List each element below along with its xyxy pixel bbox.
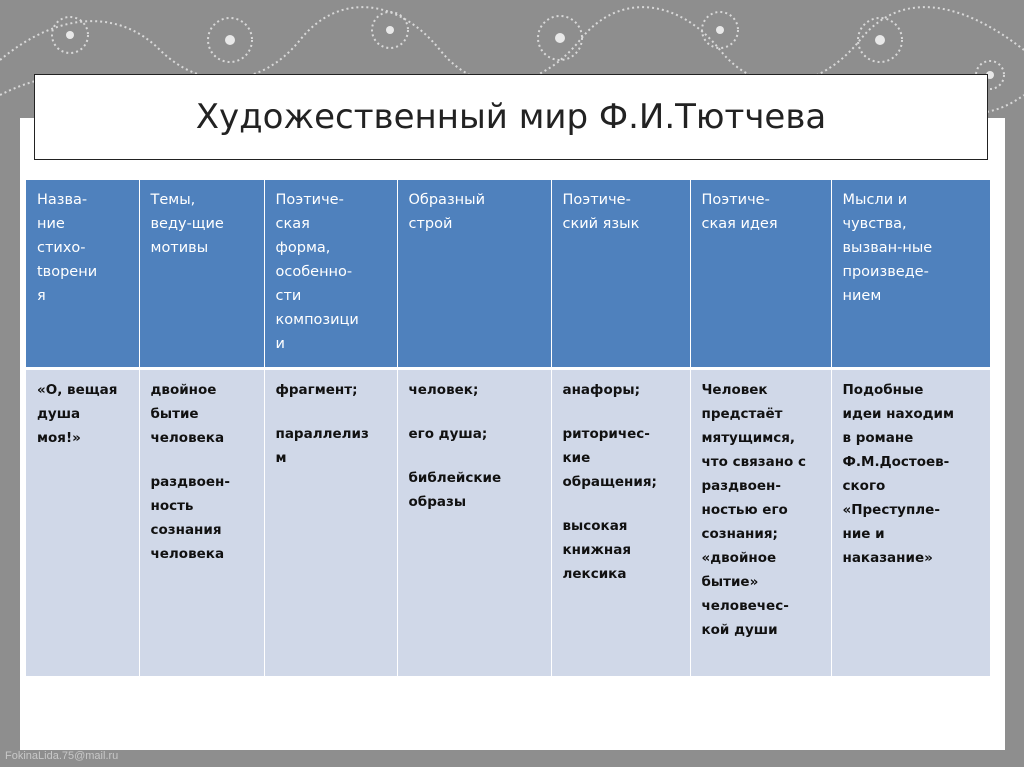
table-cell: Человек предстаёт мятущимся, что связано с раздвоен- ностью его сознания; «двойное бытие» человечес- кой души: [690, 368, 831, 676]
header-row: [26, 180, 990, 368]
header-cell: Темы, веду-щие мотивы: [139, 180, 264, 368]
header-cell: Поэтиче- ский язык: [551, 180, 690, 368]
footer-email: FokinaLida.75@mail.ru: [5, 750, 119, 762]
header-cell: Мысли и чувства, вызван-ные произведе- нием: [831, 180, 990, 368]
table-cell: фрагмент; параллелиз м: [264, 368, 397, 676]
header-cell: Поэтиче- ская идея: [690, 180, 831, 368]
table-cell: Подобные идеи находим в романе Ф.М.Достоев- ского «Преступле- ние и наказание»: [831, 368, 990, 676]
table-cell: двойное бытие человека раздвоен- ность сознания человека: [139, 368, 264, 676]
tutchev-table: [26, 180, 990, 676]
table-row: [26, 368, 990, 676]
header-cell: Назва- ние стихо- tворени я: [26, 180, 139, 368]
table-cell: человек; его душа; библейские образы: [397, 368, 551, 676]
header-cell: Образный строй: [397, 180, 551, 368]
table-cell: анафоры; риторичес- кие обращения; высокая книжная лексика: [551, 368, 690, 676]
header-cell: Поэтиче- ская форма, особенно- сти композици и: [264, 180, 397, 368]
table-cell: «О, вещая душа моя!»: [26, 368, 139, 676]
slide-title: Художественный мир Ф.И.Тютчева: [34, 74, 988, 160]
